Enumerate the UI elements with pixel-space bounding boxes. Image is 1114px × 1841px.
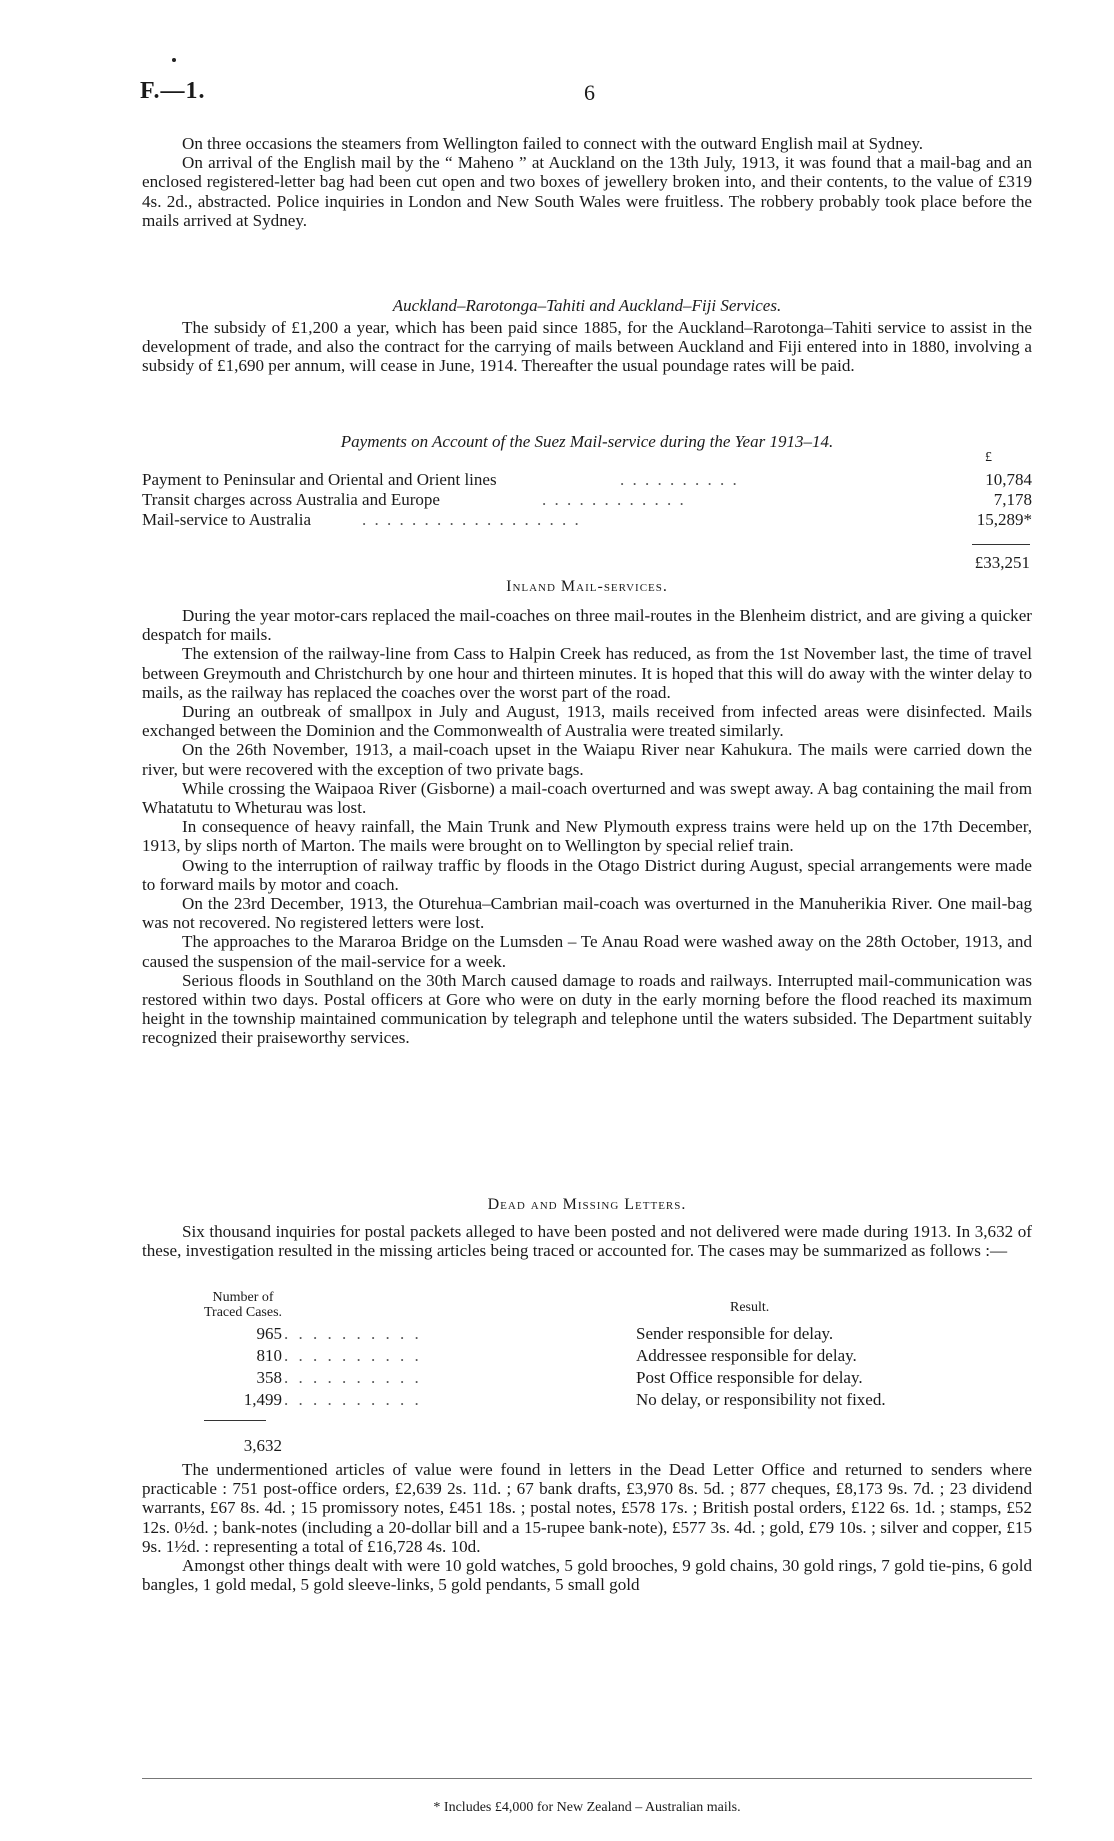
payment-amount: 7,178 — [993, 490, 1032, 509]
paragraph: On the 23rd December, 1913, the Oturehua–Cambrian mail-coach was overturned in the Manuherikia River. One mail-bag was not recovered. No registered letters were lost. — [142, 894, 1032, 933]
rarotonga-paragraph-block — [142, 318, 1032, 376]
case-count: 810 — [256, 1346, 282, 1365]
dot-leader: . . . . . . . . . . — [284, 1390, 422, 1409]
payment-label: Transit charges across Australia and Europe — [142, 490, 440, 509]
payments-heading: Payments on Account of the Suez Mail-service during the Year 1913–14. — [340, 432, 834, 451]
footnote-rule — [142, 1778, 1032, 1779]
case-result: Addressee responsible for delay. — [636, 1346, 857, 1365]
payment-label: Payment to Peninsular and Oriental and Orient lines — [142, 470, 497, 489]
footnote: * Includes £4,000 for New Zealand – Australian mails. — [433, 1800, 741, 1815]
cases-total: 3,632 — [243, 1436, 282, 1455]
paragraph: Serious floods in Southland on the 30th March caused damage to roads and railways. Interrupted mail-communication was restored within two days. Postal officers at Gore who were on duty in the early morning before the flood reached its maximum height in the township maintained communication by telegraph and telephone until the waters subsided. The Department suitably recognized their praiseworthy services. — [142, 970, 1032, 1048]
case-result: No delay, or responsibility not fixed. — [636, 1390, 886, 1409]
case-count: 965 — [256, 1324, 282, 1343]
currency-symbol: £ — [985, 450, 992, 465]
paragraph: On three occasions the steamers from Wellington failed to connect with the outward English mail at Sydney. — [182, 134, 924, 153]
payment-amount: 10,784 — [985, 470, 1032, 489]
dead-letters-heading: Dead and Missing Letters. — [487, 1196, 687, 1213]
paragraph: The subsidy of £1,200 a year, which has been paid since 1885, for the Auckland–Rarotonga–Tahiti service to assist in the development of trade, and also the contract for the carrying of mails between Auckland and Fiji entered into in 1880, involving a subsidy of £1,690 per annum, will cease in June, 1914. Thereafter the usual poundage rates will be paid. — [142, 318, 1032, 376]
section-heading-rarotonga: Auckland–Rarotonga–Tahiti and Auckland–Fiji Services. — [392, 296, 782, 315]
paragraph: In consequence of heavy rainfall, the Main Trunk and New Plymouth express trains were held up on the 17th December, 1913, by slips north of Marton. The mails were brought on to Wellington by special relief train. — [142, 817, 1032, 856]
top-paragraphs — [142, 134, 1032, 230]
inland-heading: Inland Mail-services. — [506, 578, 668, 595]
inland-paragraphs — [142, 606, 1032, 1048]
paragraph: On the 26th November, 1913, a mail-coach upset in the Waiapu River near Kahukura. The mails were carried down the river, but were recovered with the exception of two private bags. — [142, 740, 1032, 779]
paragraph: The undermentioned articles of value were found in letters in the Dead Letter Office and returned to senders where practicable : 751 post-office orders, £2,639 2s. 11d. ; 67 bank drafts, £3,970 8s. 5d. ; 877 cheques, £8,173 9s. 7d. ; 23 dividend warrants, £67 8s. 4d. ; 15 promissory notes, £451 18s. ; postal notes, £578 17s. ; British postal orders, £122 6s. 1d. ; stamps, £52 12s. 0½d. ; bank-notes (including a 20-dollar bill and a 15-rupee bank-note), £577 3s. 4d. ; gold, £79 10s. ; silver and copper, £15 9s. 1½d. : representing a total of £16,728 4s. 10d. — [142, 1460, 1032, 1556]
dot-leader: . . . . . . . . . . — [284, 1346, 422, 1365]
cases-total-rule — [204, 1420, 266, 1421]
dot-leader: . . . . . . . . . . . . . . . . . . — [362, 510, 581, 529]
cases-column-header — [204, 1290, 282, 1320]
margin-dot — [172, 58, 176, 62]
case-row — [142, 1346, 1032, 1368]
total-rule — [972, 544, 1030, 545]
payments-total: £33,251 — [974, 553, 1030, 572]
payment-amount: 15,289* — [976, 510, 1032, 529]
paragraph: On arrival of the English mail by the “ Maheno ” at Auckland on the 13th July, 1913, it was found that a mail-bag and an enclosed registered-letter bag had been cut open and two boxes of jewellery broken into, and their contents, to the value of £319 4s. 2d., abstracted. Police inquiries in London and New South Wales were fruitless. The robbery probably took place before the mails arrived at Sydney. — [142, 153, 1032, 230]
page-number: 6 — [584, 80, 595, 105]
paragraph: The approaches to the Mararoa Bridge on the Lumsden – Te Anau Road were washed away on the 28th October, 1913, and caused the suspension of the mail-service for a week. — [142, 932, 1032, 971]
payment-row — [142, 510, 1032, 530]
paragraph: Amongst other things dealt with were 10 gold watches, 5 gold brooches, 9 gold chains, 30 gold rings, 7 gold tie-pins, 6 gold bangles, 1 gold medal, 5 gold sleeve-links, 5 gold pendants, 5 small gold — [142, 1556, 1032, 1595]
paragraph: While crossing the Waipaoa River (Gisborne) a mail-coach overturned and was swept away. A bag containing the mail from Whatatutu to Wheturau was lost. — [142, 778, 1032, 818]
paragraph: Six thousand inquiries for postal packets alleged to have been posted and not delivered were made during 1913. In 3,632 of these, investigation resulted in the missing articles being traced or accounted for. The cases may be summarized as follows :— — [142, 1222, 1032, 1261]
payment-label: Mail-service to Australia — [142, 510, 312, 529]
case-row — [142, 1390, 1032, 1412]
dot-leader: . . . . . . . . . . . . — [542, 490, 686, 509]
dot-leader: . . . . . . . . . . — [284, 1324, 422, 1343]
dot-leader: . . . . . . . . . . — [620, 470, 739, 489]
paragraph: During the year motor-cars replaced the mail-coaches on three mail-routes in the Blenheim district, and are giving a quicker despatch for mails. — [142, 606, 1032, 645]
cases-header-line: Traced Cases. — [204, 1305, 283, 1320]
dead-letters-paragraphs — [142, 1460, 1032, 1594]
case-count: 358 — [256, 1368, 282, 1387]
paragraph: During an outbreak of smallpox in July and August, 1913, mails received from infected areas were disinfected. Mails exchanged between the Dominion and the Commonwealth of Australia were treated similarly. — [142, 702, 1032, 741]
payment-row — [142, 470, 1032, 490]
case-row — [142, 1324, 1032, 1346]
cases-header-line: Number of — [212, 1290, 274, 1305]
case-count: 1,499 — [243, 1390, 282, 1409]
case-row — [142, 1368, 1032, 1390]
result-column-header: Result. — [730, 1300, 770, 1315]
paragraph: The extension of the railway-line from Cass to Halpin Creek has reduced, as from the 1st November last, the time of travel between Greymouth and Christchurch by one hour and thirteen minutes. It is hoped that this will do away with the winter delay to mails, as the railway has replaced the coaches over the worst part of the road. — [142, 644, 1032, 702]
dot-leader: . . . . . . . . . . — [284, 1368, 422, 1387]
payment-row — [142, 490, 1032, 510]
dead-letters-intro-block — [142, 1222, 1032, 1260]
document-reference: F.—1. — [140, 78, 206, 104]
case-result: Post Office responsible for delay. — [636, 1368, 863, 1387]
paragraph: Owing to the interruption of railway traffic by floods in the Otago District during August, special arrangements were made to forward mails by motor and coach. — [142, 855, 1032, 894]
case-result: Sender responsible for delay. — [636, 1324, 834, 1343]
